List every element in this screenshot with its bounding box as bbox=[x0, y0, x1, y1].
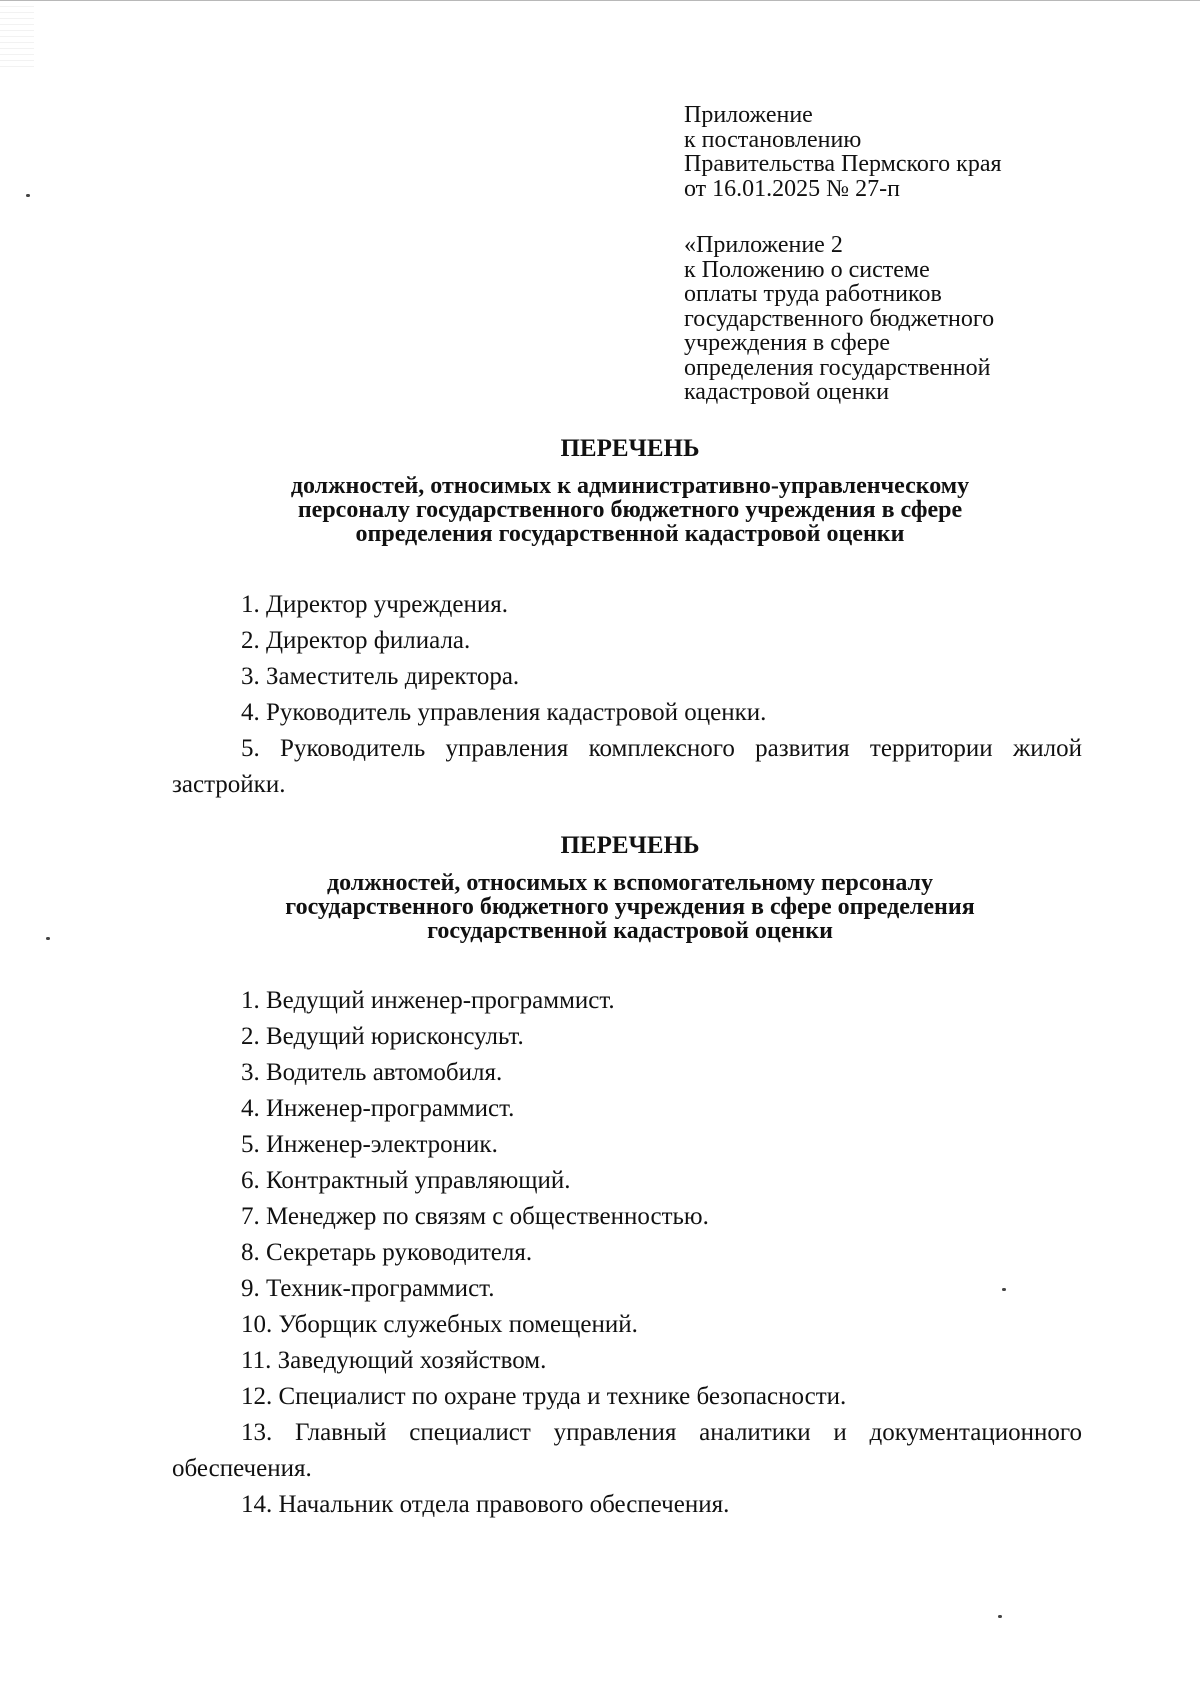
list-item: 11. Заведующий хозяйством. bbox=[241, 1347, 547, 1374]
support-positions-list bbox=[172, 983, 1082, 1523]
section-subtitle-line: должностей, относимых к вспомогательному персоналу bbox=[326, 870, 934, 896]
appendix-reference bbox=[684, 233, 994, 405]
appendix-reference-line: государственного бюджетного bbox=[684, 305, 995, 332]
list-item: 4. Инженер-программист. bbox=[241, 1095, 515, 1122]
list-item: 6. Контрактный управляющий. bbox=[241, 1167, 571, 1194]
scan-speck bbox=[26, 194, 30, 197]
list-item: 3. Заместитель директора. bbox=[241, 663, 520, 690]
admin-section-heading bbox=[170, 434, 1090, 546]
list-item: 4. Руководитель управления кадастровой оценки. bbox=[241, 699, 767, 726]
appendix-reference-line: кадастровой оценки bbox=[684, 379, 890, 405]
list-item: 2. Ведущий юрисконсульт. bbox=[241, 1023, 524, 1050]
section-title: ПЕРЕЧЕНЬ bbox=[560, 832, 700, 859]
section-subtitle-line: государственной кадастровой оценки bbox=[427, 918, 833, 944]
scan-speck bbox=[998, 1615, 1002, 1618]
list-item: 14. Начальник отдела правового обеспечения. bbox=[241, 1491, 730, 1518]
appendix-reference-line: учреждения в сфере bbox=[684, 330, 891, 356]
section-subtitle-line: определения государственной кадастровой оценки bbox=[355, 521, 905, 547]
list-item: 9. Техник-программист. bbox=[241, 1275, 495, 1302]
list-item: 5. Инженер-электроник. bbox=[241, 1131, 498, 1158]
admin-positions-list bbox=[172, 587, 1082, 803]
appendix-header-line: к постановлению bbox=[684, 126, 862, 153]
appendix-header-line: Приложение bbox=[684, 102, 813, 128]
appendix-header-line: от 16.01.2025 № 27-п bbox=[684, 175, 900, 202]
list-item: 1. Ведущий инженер-программист. bbox=[241, 987, 615, 1014]
support-section-heading bbox=[170, 831, 1090, 943]
appendix-reference-line: к Положению о системе bbox=[684, 256, 930, 283]
list-item: 10. Уборщик служебных помещений. bbox=[241, 1311, 638, 1338]
list-item: 7. Менеджер по связям с общественностью. bbox=[241, 1203, 709, 1230]
list-item: 8. Секретарь руководителя. bbox=[241, 1239, 533, 1266]
list-item: 12. Специалист по охране труда и технике безопасности. bbox=[241, 1383, 847, 1410]
appendix-reference-line: «Приложение 2 bbox=[684, 232, 843, 258]
list-item: 5. Руководитель управления комплексного развития территории жилой застройки. bbox=[172, 735, 1082, 798]
appendix-reference-line: оплаты труда работников bbox=[684, 281, 942, 307]
list-item: 1. Директор учреждения. bbox=[241, 591, 508, 618]
list-item: 3. Водитель автомобиля. bbox=[241, 1059, 503, 1086]
scan-speck bbox=[46, 937, 50, 940]
scan-edge-artifact bbox=[0, 1, 34, 71]
section-subtitle-line: персоналу государственного бюджетного учреждения в сфере bbox=[297, 497, 963, 523]
appendix-header bbox=[684, 103, 1002, 201]
list-item: 13. Главный специалист управления аналитики и документационного обеспечения. bbox=[172, 1419, 1082, 1482]
appendix-reference-line: определения государственной bbox=[684, 354, 991, 381]
section-title: ПЕРЕЧЕНЬ bbox=[560, 435, 700, 462]
appendix-header-line: Правительства Пермского края bbox=[684, 151, 1002, 177]
list-item: 2. Директор филиала. bbox=[241, 627, 471, 654]
section-subtitle-line: должностей, относимых к административно-управленческому bbox=[290, 473, 970, 499]
section-subtitle-line: государственного бюджетного учреждения в сфере определения bbox=[285, 894, 975, 920]
